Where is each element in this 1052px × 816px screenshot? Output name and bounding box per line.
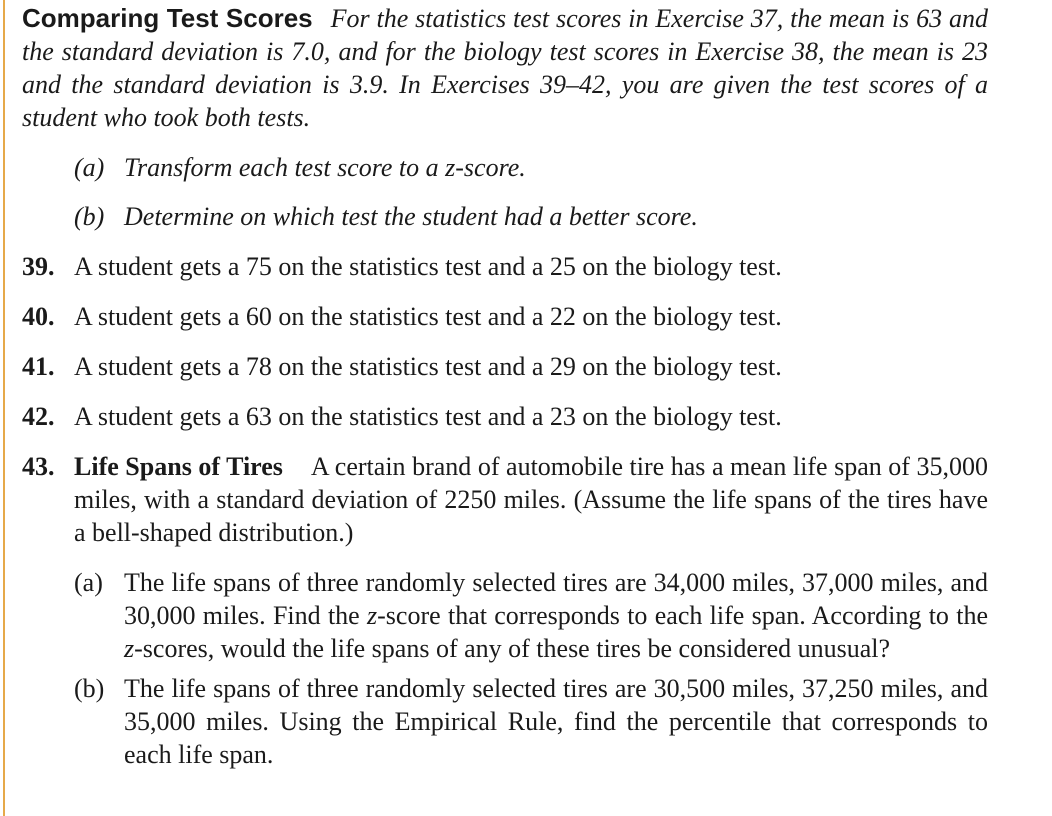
- exercise-43-part-b-label: (b): [74, 674, 105, 703]
- page-margin-rule: [3, 0, 5, 816]
- intro-part-b-text: Determine on which test the student had a better score.: [124, 202, 698, 231]
- exercise-text: A student gets a 78 on the statistics test and a 29 on the biology test.: [74, 352, 782, 381]
- exercise-text: A student gets a 63 on the statistics test and a 23 on the biology test.: [74, 402, 782, 431]
- intro-part-a-label: (a): [74, 153, 105, 182]
- exercise-number: 39.: [22, 252, 55, 281]
- exercise-number: 43.: [22, 452, 55, 481]
- exercise-43-part-a: [22, 566, 988, 665]
- exercise-number: 41.: [22, 352, 55, 381]
- exercise-41: [22, 350, 988, 383]
- exercise-number: 42.: [22, 402, 55, 431]
- exercise-43-title: Life Spans of Tires: [74, 452, 283, 481]
- exercise-43-part-b: [22, 672, 988, 771]
- exercise-text: A student gets a 60 on the statistics test and a 22 on the biology test.: [74, 302, 782, 331]
- intro-heading: Comparing Test Scores: [22, 3, 313, 33]
- intro-text: For the statistics test scores in Exercise 37, the mean is 63 and the standard deviation is 7.0, and for the biology test scores in Exercise 38, the mean is 23 and the standard deviation is 3.9. In Exercises 39–42, you are given the test scores of a student who took both tests.: [22, 4, 988, 132]
- exercise-number: 40.: [22, 302, 55, 331]
- exercise-42: [22, 400, 988, 433]
- exercise-43-part-a-label: (a): [74, 568, 103, 597]
- intro-part-a: [22, 151, 988, 184]
- intro-part-b-label: (b): [74, 202, 105, 231]
- exercise-43-part-b-text: The life spans of three randomly selected tires are 30,500 miles, 37,250 miles, and 35,000 miles. Using the Empirical Rule, find the percentile that corresponds to each life span.: [124, 674, 988, 769]
- intro-paragraph: [22, 0, 988, 134]
- intro-part-a-text: Transform each test score to a z-score.: [124, 153, 526, 182]
- exercise-43-text: A certain brand of automobile tire has a mean life span of 35,000 miles, with a standard deviation of 2250 miles. (Assume the life spans of the tires have a bell-shaped distribution.): [74, 452, 988, 547]
- exercise-43-body: [74, 450, 988, 549]
- exercise-40: [22, 300, 988, 333]
- exercise-text: A student gets a 75 on the statistics test and a 25 on the biology test.: [74, 252, 782, 281]
- intro-part-b: [22, 200, 988, 233]
- exercise-39: [22, 250, 988, 283]
- exercise-43-part-a-text: The life spans of three randomly selected tires are 34,000 miles, 37,000 miles, and 30,000 miles. Find the z-score that corresponds to each life span. According to the z-scores, would the life spans of any of these tires be considered unusual?: [124, 568, 988, 663]
- exercise-43: [22, 450, 988, 549]
- textbook-page: [22, 0, 988, 771]
